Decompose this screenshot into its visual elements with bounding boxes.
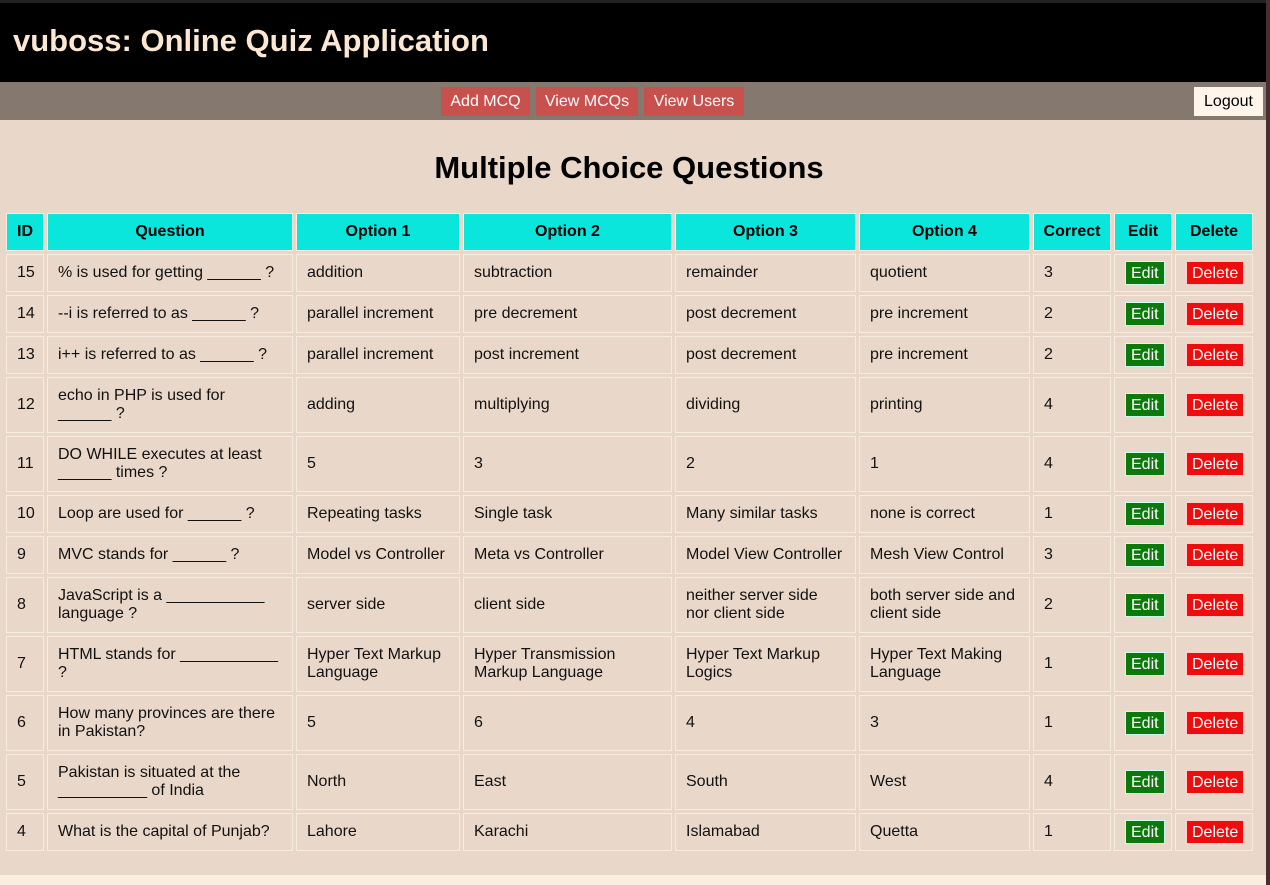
cell-option-1: parallel increment — [296, 336, 460, 374]
cell-option-1: North — [296, 754, 460, 810]
cell-id: 13 — [6, 336, 44, 374]
table-row — [6, 254, 1253, 292]
cell-id: 15 — [6, 254, 44, 292]
cell-question: --i is referred to as ______ ? — [47, 295, 293, 333]
cell-option-1: Hyper Text Markup Language — [296, 636, 460, 692]
table-row — [6, 436, 1253, 492]
cell-correct: 3 — [1033, 254, 1111, 292]
cell-question: Pakistan is situated at the __________ of India — [47, 754, 293, 810]
edit-button[interactable]: Edit — [1125, 770, 1165, 794]
cell-delete — [1175, 636, 1253, 692]
col-header-edit: Edit — [1114, 213, 1172, 251]
cell-id: 8 — [6, 577, 44, 633]
cell-option-3: Islamabad — [675, 813, 856, 851]
cell-edit — [1114, 536, 1172, 574]
cell-question: Loop are used for ______ ? — [47, 495, 293, 533]
delete-button[interactable]: Delete — [1186, 393, 1244, 417]
delete-button[interactable]: Delete — [1186, 302, 1244, 326]
cell-id: 9 — [6, 536, 44, 574]
cell-option-3: Many similar tasks — [675, 495, 856, 533]
cell-question: echo in PHP is used for ______ ? — [47, 377, 293, 433]
cell-delete — [1175, 536, 1253, 574]
col-header-delete: Delete — [1175, 213, 1253, 251]
cell-option-4: 1 — [859, 436, 1030, 492]
edit-button[interactable]: Edit — [1125, 502, 1165, 526]
delete-button[interactable]: Delete — [1186, 711, 1244, 735]
cell-option-3: neither server side nor client side — [675, 577, 856, 633]
cell-id: 4 — [6, 813, 44, 851]
delete-button[interactable]: Delete — [1186, 820, 1244, 844]
cell-delete — [1175, 754, 1253, 810]
cell-question: HTML stands for ___________ ? — [47, 636, 293, 692]
cell-correct: 1 — [1033, 813, 1111, 851]
cell-option-3: post decrement — [675, 336, 856, 374]
table-row — [6, 536, 1253, 574]
main-content — [0, 120, 1266, 875]
cell-correct: 1 — [1033, 636, 1111, 692]
cell-option-1: server side — [296, 577, 460, 633]
cell-option-1: Repeating tasks — [296, 495, 460, 533]
cell-option-2: East — [463, 754, 672, 810]
cell-correct: 1 — [1033, 695, 1111, 751]
cell-edit — [1114, 377, 1172, 433]
view-users-button[interactable]: View Users — [644, 87, 744, 116]
cell-option-4: Quetta — [859, 813, 1030, 851]
table-row — [6, 495, 1253, 533]
table-row — [6, 695, 1253, 751]
cell-option-4: Hyper Text Making Language — [859, 636, 1030, 692]
logout-button[interactable]: Logout — [1194, 87, 1263, 116]
cell-option-4: printing — [859, 377, 1030, 433]
cell-id: 12 — [6, 377, 44, 433]
cell-edit — [1114, 577, 1172, 633]
cell-edit — [1114, 695, 1172, 751]
cell-correct: 2 — [1033, 295, 1111, 333]
app-header — [0, 0, 1266, 82]
table-header-row — [6, 213, 1253, 251]
cell-id: 5 — [6, 754, 44, 810]
cell-option-1: 5 — [296, 436, 460, 492]
cell-delete — [1175, 695, 1253, 751]
cell-question: How many provinces are there in Pakistan? — [47, 695, 293, 751]
cell-option-4: none is correct — [859, 495, 1030, 533]
col-header-option-3: Option 3 — [675, 213, 856, 251]
cell-delete — [1175, 336, 1253, 374]
table-row — [6, 336, 1253, 374]
cell-question: DO WHILE executes at least ______ times ? — [47, 436, 293, 492]
cell-edit — [1114, 336, 1172, 374]
cell-option-3: 2 — [675, 436, 856, 492]
cell-edit — [1114, 254, 1172, 292]
cell-correct: 1 — [1033, 495, 1111, 533]
cell-id: 10 — [6, 495, 44, 533]
delete-button[interactable]: Delete — [1186, 502, 1244, 526]
table-row — [6, 636, 1253, 692]
cell-option-4: both server side and client side — [859, 577, 1030, 633]
cell-option-3: Model View Controller — [675, 536, 856, 574]
cell-option-2: subtraction — [463, 254, 672, 292]
cell-option-3: South — [675, 754, 856, 810]
cell-option-2: post increment — [463, 336, 672, 374]
cell-delete — [1175, 436, 1253, 492]
app-title: vuboss: Online Quiz Application — [13, 23, 489, 58]
cell-edit — [1114, 813, 1172, 851]
delete-button[interactable]: Delete — [1186, 543, 1244, 567]
cell-option-3: post decrement — [675, 295, 856, 333]
cell-delete — [1175, 577, 1253, 633]
table-row — [6, 295, 1253, 333]
cell-correct: 3 — [1033, 536, 1111, 574]
window-edge — [1266, 0, 1270, 885]
cell-delete — [1175, 813, 1253, 851]
cell-option-1: 5 — [296, 695, 460, 751]
cell-option-3: remainder — [675, 254, 856, 292]
cell-option-2: Karachi — [463, 813, 672, 851]
edit-button[interactable]: Edit — [1125, 393, 1165, 417]
cell-correct: 4 — [1033, 754, 1111, 810]
table-row — [6, 754, 1253, 810]
cell-option-2: Meta vs Controller — [463, 536, 672, 574]
delete-button[interactable]: Delete — [1186, 261, 1244, 285]
cell-option-2: 3 — [463, 436, 672, 492]
cell-question: i++ is referred to as ______ ? — [47, 336, 293, 374]
cell-option-4: quotient — [859, 254, 1030, 292]
col-header-option-1: Option 1 — [296, 213, 460, 251]
cell-option-4: pre increment — [859, 336, 1030, 374]
cell-delete — [1175, 495, 1253, 533]
cell-option-3: dividing — [675, 377, 856, 433]
cell-option-4: Mesh View Control — [859, 536, 1030, 574]
add-mcq-button[interactable]: Add MCQ — [441, 87, 530, 116]
cell-option-2: pre decrement — [463, 295, 672, 333]
cell-option-1: Lahore — [296, 813, 460, 851]
edit-button[interactable]: Edit — [1125, 261, 1165, 285]
cell-option-2: Hyper Transmission Markup Language — [463, 636, 672, 692]
table-row — [6, 577, 1253, 633]
cell-correct: 4 — [1033, 377, 1111, 433]
edit-button[interactable]: Edit — [1125, 820, 1165, 844]
cell-question: What is the capital of Punjab? — [47, 813, 293, 851]
cell-id: 11 — [6, 436, 44, 492]
col-header-id: ID — [6, 213, 44, 251]
edit-button[interactable]: Edit — [1125, 543, 1165, 567]
cell-edit — [1114, 636, 1172, 692]
cell-id: 6 — [6, 695, 44, 751]
cell-correct: 4 — [1033, 436, 1111, 492]
mcq-table — [3, 210, 1256, 854]
cell-delete — [1175, 295, 1253, 333]
edit-button[interactable]: Edit — [1125, 452, 1165, 476]
page-footer-strip — [0, 875, 1266, 885]
cell-edit — [1114, 295, 1172, 333]
cell-option-4: 3 — [859, 695, 1030, 751]
delete-button[interactable]: Delete — [1186, 770, 1244, 794]
col-header-option-2: Option 2 — [463, 213, 672, 251]
cell-option-3: Hyper Text Markup Logics — [675, 636, 856, 692]
cell-option-1: parallel increment — [296, 295, 460, 333]
cell-question: % is used for getting ______ ? — [47, 254, 293, 292]
nav-bar — [0, 82, 1266, 120]
cell-option-2: client side — [463, 577, 672, 633]
edit-button[interactable]: Edit — [1125, 343, 1165, 367]
cell-id: 14 — [6, 295, 44, 333]
edit-button[interactable]: Edit — [1125, 302, 1165, 326]
cell-option-2: Single task — [463, 495, 672, 533]
table-row — [6, 377, 1253, 433]
cell-option-2: multiplying — [463, 377, 672, 433]
cell-option-1: addition — [296, 254, 460, 292]
cell-option-1: Model vs Controller — [296, 536, 460, 574]
delete-button[interactable]: Delete — [1186, 343, 1244, 367]
cell-question: JavaScript is a ___________ language ? — [47, 577, 293, 633]
cell-option-4: pre increment — [859, 295, 1030, 333]
cell-correct: 2 — [1033, 336, 1111, 374]
delete-button[interactable]: Delete — [1186, 652, 1244, 676]
col-header-correct: Correct — [1033, 213, 1111, 251]
cell-edit — [1114, 436, 1172, 492]
cell-question: MVC stands for ______ ? — [47, 536, 293, 574]
cell-id: 7 — [6, 636, 44, 692]
col-header-option-4: Option 4 — [859, 213, 1030, 251]
col-header-question: Question — [47, 213, 293, 251]
view-mcqs-button[interactable]: View MCQs — [536, 87, 638, 116]
cell-option-3: 4 — [675, 695, 856, 751]
delete-button[interactable]: Delete — [1186, 593, 1244, 617]
cell-delete — [1175, 254, 1253, 292]
delete-button[interactable]: Delete — [1186, 452, 1244, 476]
page-title: Multiple Choice Questions — [434, 150, 824, 185]
edit-button[interactable]: Edit — [1125, 593, 1165, 617]
cell-option-1: adding — [296, 377, 460, 433]
edit-button[interactable]: Edit — [1125, 711, 1165, 735]
table-row — [6, 813, 1253, 851]
cell-delete — [1175, 377, 1253, 433]
edit-button[interactable]: Edit — [1125, 652, 1165, 676]
cell-option-2: 6 — [463, 695, 672, 751]
cell-correct: 2 — [1033, 577, 1111, 633]
cell-edit — [1114, 754, 1172, 810]
cell-option-4: West — [859, 754, 1030, 810]
cell-edit — [1114, 495, 1172, 533]
